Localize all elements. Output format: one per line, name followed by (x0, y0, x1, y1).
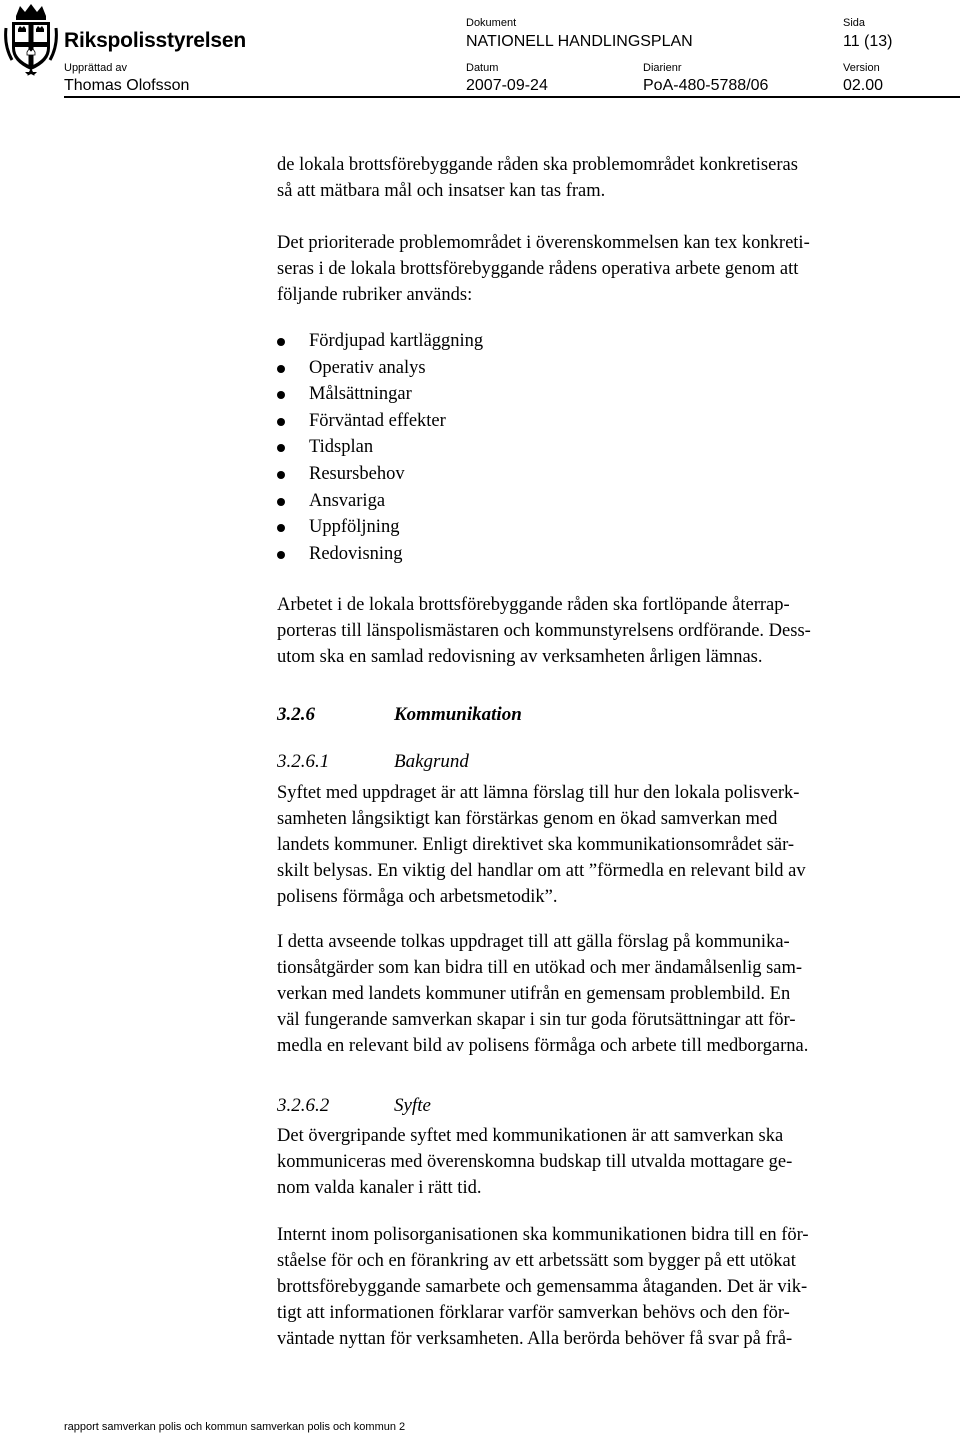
text-line: Syftet med uppdraget är att lämna förslag till hur den lokala polisverk- (277, 783, 800, 803)
text-line: medla en relevant bild av polisens förmåga och arbete till medborgarna. (277, 1036, 809, 1056)
text-line: polisens förmåga och arbetsmetodik”. (277, 887, 558, 907)
author-label: Upprättad av (64, 62, 127, 74)
page-value: 11 (13) (843, 33, 893, 50)
text-line: väntade nyttan för verksamheten. Alla berörda behöver få svar på frå- (277, 1329, 793, 1349)
subsection-1-title: Bakgrund (394, 751, 469, 772)
text-line: nom valda kanaler i rätt tid. (277, 1178, 482, 1198)
page-label: Sida (843, 17, 866, 29)
text-line: landets kommuner. Enligt direktivet ska kommunikationsområdet sär- (277, 835, 795, 855)
text-line: samheten långsiktigt kan förstärkas genom en ökad samverkan med (277, 809, 778, 829)
text-line: seras i de lokala brottsförebyggande rådens operativa arbete genom att (277, 259, 799, 279)
bullet-icon (277, 551, 285, 559)
police-crest-logo (4, 2, 58, 76)
section-title: Kommunikation (394, 704, 522, 725)
text-line: ståelse för och en förankring av ett arbetssätt som bygger på ett utökat (277, 1251, 796, 1271)
subsection-1-number: 3.2.6.1 (277, 751, 330, 772)
version-value: 02.00 (843, 77, 884, 94)
subsection-2-number: 3.2.6.2 (277, 1095, 330, 1116)
bullet-icon (277, 498, 285, 506)
text-line: kommuniceras med överenskomna budskap till utvalda mottagare ge- (277, 1152, 793, 1172)
text-line: tigt att informationen förklarar varför samverkan behövs och den för- (277, 1303, 790, 1323)
header-divider (64, 96, 960, 98)
document-value: NATIONELL HANDLINGSPLAN (466, 33, 693, 50)
section-number: 3.2.6 (277, 704, 315, 725)
paragraph-4 (277, 780, 917, 910)
text-line: I detta avseende tolkas uppdraget till att gälla förslag på kommunika- (277, 932, 790, 952)
text-line: Det prioriterade problemområdet i överenskommelsen kan tex konkreti- (277, 233, 810, 253)
text-line: väl fungerande samverkan skapar i sin tur goda förutsättningar att för- (277, 1010, 796, 1030)
bullet-icon (277, 524, 285, 532)
text-line: utom ska en samlad redovisning av verksamheten årligen lämnas. (277, 647, 763, 667)
version-label: Version (843, 62, 880, 74)
diarienr-value: PoA-480-5788/06 (643, 77, 769, 94)
text-line: tionsåtgärder som kan bidra till en utökad och mer ändamålsenlig sam- (277, 958, 803, 978)
bullet-icon (277, 391, 285, 399)
text-line: så att mätbara mål och insatser kan tas fram. (277, 181, 606, 201)
text-line: brottsförebyggande samarbete och gemensamma åtaganden. Det är vik- (277, 1277, 808, 1297)
text-line: Det övergripande syftet med kommunikationen är att samverkan ska (277, 1126, 784, 1146)
diarienr-label: Diarienr (643, 62, 682, 74)
paragraph-5 (277, 929, 917, 1059)
bullet-icon (277, 365, 285, 373)
date-label: Datum (466, 62, 499, 74)
author-value: Thomas Olofsson (64, 77, 190, 94)
subsection-2-title: Syfte (394, 1095, 431, 1116)
text-line: Internt inom polisorganisationen ska kommunikationen bidra till en för- (277, 1225, 809, 1245)
paragraph-2 (277, 230, 917, 308)
text-line: skilt belysas. En viktig del handlar om att ”förmedla en relevant bild av (277, 861, 806, 881)
text-line: verkan med landets kommuner utifrån en gemensam problembild. En (277, 984, 791, 1004)
organization-name: Rikspolisstyrelsen (64, 29, 246, 52)
document-label: Dokument (466, 17, 517, 29)
bullet-icon (277, 444, 285, 452)
bullet-icon (277, 338, 285, 346)
bullet-icon (277, 418, 285, 426)
text-line: de lokala brottsförebyggande råden ska problemområdet konkretiseras (277, 155, 798, 175)
paragraph-6 (277, 1123, 917, 1201)
text-line: följande rubriker används: (277, 285, 473, 305)
text-line: porteras till länspolismästaren och kommunstyrelsens ordförande. Dess- (277, 621, 811, 641)
paragraph-1 (277, 152, 917, 204)
paragraph-7 (277, 1222, 917, 1352)
bullet-icon (277, 471, 285, 479)
date-value: 2007-09-24 (466, 77, 548, 94)
footer-text: rapport samverkan polis och kommun samverkan polis och kommun 2 (64, 1421, 406, 1433)
paragraph-3 (277, 592, 917, 670)
text-line: Arbetet i de lokala brottsförebyggande råden ska fortlöpande återrap- (277, 595, 790, 615)
